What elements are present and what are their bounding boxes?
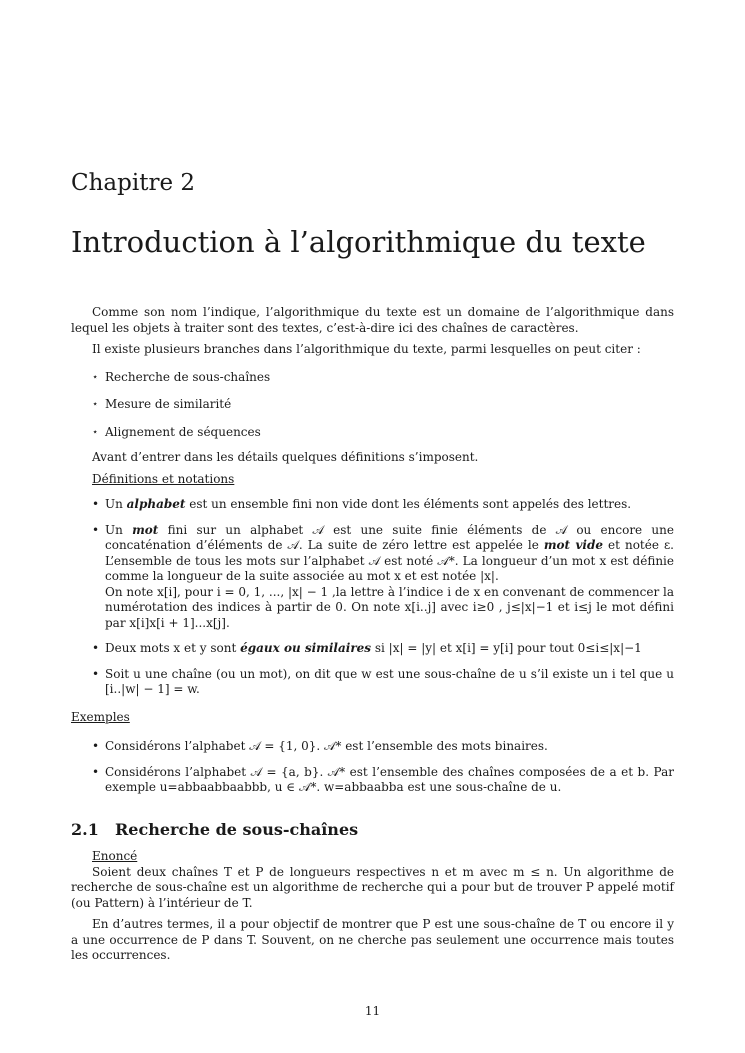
example-ab: • Considérons l’alphabet 𝒜 = {a, b}. 𝒜* est l’ensemble des chaînes composées de a et b. Par exemple u=abbaabbaabbb, u ∈ 𝒜*. w=abbaabba est une sous-chaîne de u.	[92, 765, 674, 796]
definition-sous-chaine: • Soit u une chaîne (ou un mot), on dit que w est une sous-chaîne de u s’il existe un i tel que u [i..|w| − 1] = w.	[92, 667, 674, 698]
list-item: ⋆ Recherche de sous-chaînes	[92, 370, 674, 386]
chapter-label: Chapitre 2	[71, 170, 195, 196]
examples-heading: Exemples	[71, 709, 130, 724]
example-binary: • Considérons l’alphabet 𝒜 = {1, 0}. 𝒜* est l’ensemble des mots binaires.	[92, 739, 674, 755]
definitions-heading: Définitions et notations	[92, 471, 235, 486]
section-subheading: Enoncé	[92, 849, 138, 863]
definition-mot: • Un mot fini sur un alphabet 𝒜 est une suite finie éléments de 𝒜 ou encore une concaténation d’éléments de 𝒜. La suite de zéro lettre est appelée le mot vide et notée ε. L’ensemble de tous les mots sur l’alphabet 𝒜 est noté 𝒜*. La longueur d’un mot x est définie comme la longueur de la suite associée au mot x et est notée |x|. On note x[i], pour i = 0, 1, ..., |x| − 1 ,la lettre à l’indice i de x en convenant de commencer la numérotation des indices à partir de 0. On note x[i..j] avec i≥0 , j≤|x|−1 et i≤j le mot défini par x[i]x[i + 1]...x[j].	[92, 523, 674, 632]
branches-intro: Il existe plusieurs branches dans l’algorithmique du texte, parmi lesquelles on peut citer :	[92, 342, 641, 356]
list-item: ⋆ Mesure de similarité	[92, 397, 674, 413]
chapter-title: Introduction à l’algorithmique du texte	[71, 225, 646, 259]
branches-list	[71, 370, 674, 441]
section-paragraph: En d’autres termes, il a pour objectif de montrer que P est une sous-chaîne de T ou encore il y a une occurrence de P dans T. Souvent, on ne cherche pas seulement une occurrence mais toutes les occurrences.	[71, 917, 674, 962]
section-heading: 2.1 Recherche de sous-chaînes	[71, 819, 359, 839]
section-paragraph: Soient deux chaînes T et P de longueurs respectives n et m avec m ≤ n. Un algorithme de recherche de sous-chaîne est un algorithme de recherche qui a pour but de trouver P appelé motif (ou Pattern) à l’intérieur de T.	[71, 864, 674, 910]
intro-paragraph: Comme son nom l’indique, l’algorithmique du texte est un domaine de l’algorithmique dans lequel les objets à traiter sont des textes, c’est-à-dire ici des chaînes de caractères.	[71, 305, 674, 335]
definition-alphabet: • Un alphabet est un ensemble fini non vide dont les éléments sont appelés des lettres.	[92, 497, 674, 513]
definition-egaux: • Deux mots x et y sont égaux ou similaires si |x| = |y| et x[i] = y[i] pour tout 0≤i≤|x|−1	[92, 641, 674, 657]
examples-list	[71, 739, 674, 796]
document-body	[71, 305, 674, 964]
definitions-intro: Avant d’entrer dans les détails quelques définitions s’imposent.	[92, 450, 479, 464]
page-number: 11	[364, 1004, 381, 1018]
definitions-list	[71, 497, 674, 698]
document-page	[71, 0, 674, 1053]
list-item: ⋆ Alignement de séquences	[92, 425, 674, 441]
